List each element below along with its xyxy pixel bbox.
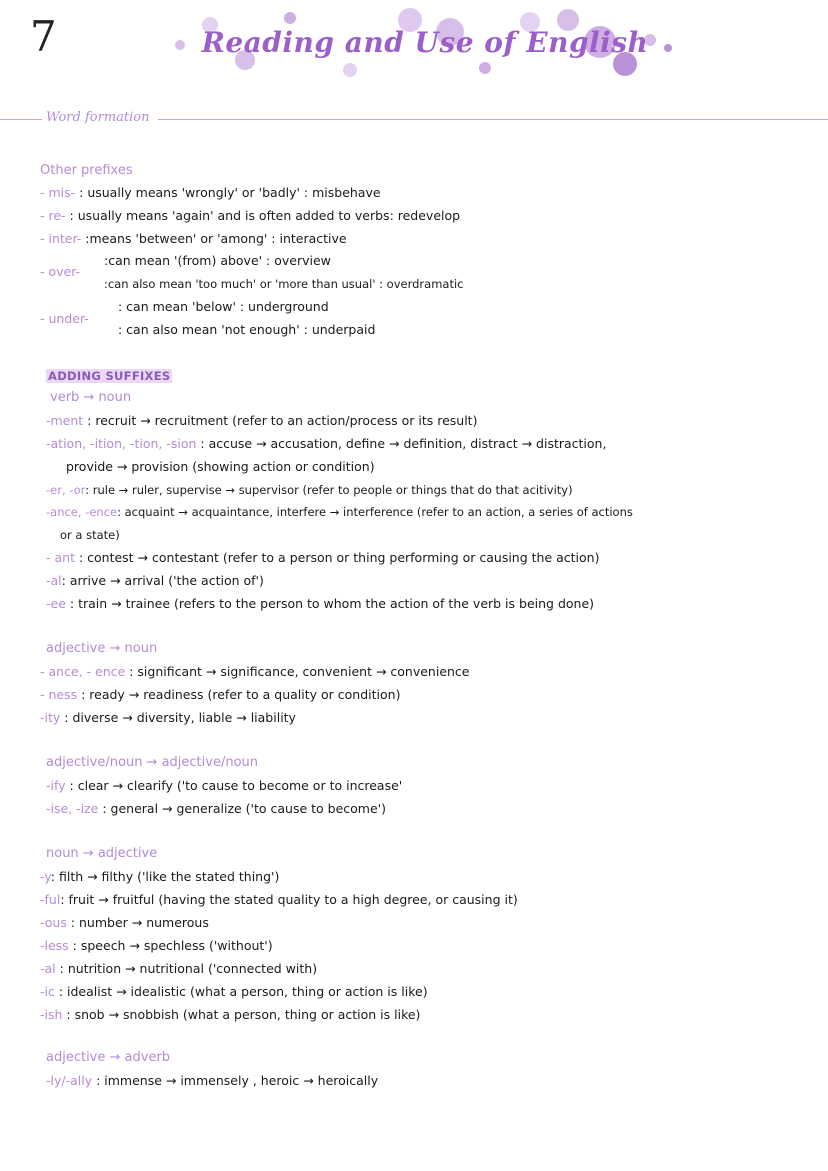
definition: : significant → significance, convenient → convenience	[125, 664, 470, 679]
suffix-ance	[46, 504, 633, 520]
definition: : accuse → accusation, define → definition, distract → distraction,	[196, 436, 607, 451]
suffix-ation	[46, 436, 606, 452]
prefix-over-line1: :can mean '(from) above' : overview	[104, 253, 331, 268]
prefix-under-line2: : can also mean 'not enough' : underpaid	[118, 322, 376, 337]
definition: : rule → ruler, supervise → supervisor (refer to people or things that do that acitivity)	[85, 483, 573, 497]
affix: - ant	[46, 550, 75, 565]
section-rule-right	[158, 119, 828, 120]
definition: :means 'between' or 'among' : interactive	[85, 231, 347, 246]
suffix-ise	[46, 801, 386, 817]
suffix-ful	[40, 892, 518, 908]
prefix-over-affix: - over-	[40, 264, 81, 279]
definition: : diverse → diversity, liable → liability	[60, 710, 296, 725]
suffixes-heading: ADDING SUFFIXES	[48, 369, 171, 383]
suffix-ness	[40, 687, 400, 703]
suffix-ity	[40, 710, 296, 726]
suffix-ous	[40, 915, 209, 931]
section-rule-left	[0, 119, 42, 120]
definition: : general → generalize ('to cause to become')	[98, 801, 386, 816]
definition: : filth → filthy ('like the stated thing')	[50, 869, 280, 884]
affix: -er, -or	[46, 483, 86, 497]
prefix-under-line1: : can mean 'below' : underground	[118, 299, 329, 314]
definition: : ready → readiness (refer to a quality or condition)	[77, 687, 401, 702]
definition: : train → trainee (refers to the person to whom the action of the verb is being done)	[65, 596, 595, 611]
affix: - re-	[40, 208, 70, 223]
definition: : acquaint → acquaintance, interfere → interference (refer to an action, a series of actions	[117, 505, 633, 519]
suffix-less	[40, 938, 273, 954]
affix: - mis-	[40, 185, 80, 200]
affix: -ity	[40, 710, 61, 725]
suffix-y	[40, 869, 279, 885]
definition: : immense → immensely , heroic → heroically	[92, 1073, 379, 1088]
definition: : clear → clearify ('to cause to become or to increase'	[65, 778, 403, 793]
prefix-over-line2: :can also mean 'too much' or 'more than usual' : overdramatic	[104, 277, 464, 291]
affix: -ish	[40, 1007, 63, 1022]
adj-noun-heading: adjective → noun	[46, 641, 158, 656]
affix: -y	[40, 869, 51, 884]
definition: : contest → contestant (refer to a person or thing performing or causing the action)	[74, 550, 600, 565]
affix: -al	[46, 573, 62, 588]
suffix-ly	[46, 1073, 378, 1089]
adjnoun-adjnoun-heading: adjective/noun → adjective/noun	[46, 755, 259, 770]
section-label: Word formation	[46, 110, 150, 125]
affix: - inter-	[40, 231, 86, 246]
affix: -ic	[40, 984, 55, 999]
affix: -ment	[46, 413, 84, 428]
affix: - ness	[40, 687, 78, 702]
suffix-ant	[46, 550, 599, 566]
verb-noun-heading: verb → noun	[50, 390, 132, 405]
affix: -less	[40, 938, 69, 953]
adj-adv-heading: adjective → adverb	[46, 1050, 171, 1065]
affix: -ful	[40, 892, 61, 907]
definition: : snob → snobbish (what a person, thing or action is like)	[62, 1007, 421, 1022]
suffix-ment	[46, 413, 477, 429]
prefix-inter	[40, 231, 347, 247]
page-title-banner	[150, 0, 690, 90]
definition: : usually means 'again' and is often added to verbs: redevelop	[69, 208, 461, 223]
affix: -ly/-ally	[46, 1073, 93, 1088]
prefixes-heading: Other prefixes	[40, 163, 133, 178]
page-number: 7	[30, 12, 57, 61]
page-title: Reading and Use of English	[201, 26, 649, 59]
affix: -ee	[46, 596, 66, 611]
prefix-mis	[40, 185, 381, 201]
suffix-adj-ance	[40, 664, 470, 680]
affix: -ation, -ition, -tion, -sion	[46, 436, 197, 451]
prefix-re	[40, 208, 460, 224]
definition: : usually means 'wrongly' or 'badly' : misbehave	[79, 185, 381, 200]
definition: : fruit → fruitful (having the stated quality to a high degree, or causing it)	[60, 892, 518, 907]
affix: -ify	[46, 778, 66, 793]
definition: : speech → spechless ('without')	[68, 938, 273, 953]
definition: : number → numerous	[66, 915, 209, 930]
suffix-noun-al	[40, 961, 317, 977]
prefix-under-affix: - under-	[40, 311, 89, 326]
definition: : idealist → idealistic (what a person, thing or action is like)	[54, 984, 428, 999]
definition: : nutrition → nutritional ('connected with)	[55, 961, 318, 976]
suffix-al	[46, 573, 264, 589]
suffix-er	[46, 482, 573, 498]
affix: -al	[40, 961, 56, 976]
suffix-ish	[40, 1007, 420, 1023]
suffix-ance-cont: or a state)	[60, 528, 120, 542]
definition: : recruit → recruitment (refer to an action/process or its result)	[83, 413, 478, 428]
affix: -ance, -ence	[46, 505, 118, 519]
affix: -ise, -ize	[46, 801, 99, 816]
affix: -ous	[40, 915, 67, 930]
suffix-ify	[46, 778, 402, 794]
suffix-ic	[40, 984, 428, 1000]
suffix-ation-cont: provide → provision (showing action or condition)	[66, 459, 375, 474]
definition: : arrive → arrival ('the action of')	[61, 573, 264, 588]
suffix-ee	[46, 596, 594, 612]
noun-adj-heading: noun → adjective	[46, 846, 158, 861]
affix: - ance, - ence	[40, 664, 126, 679]
